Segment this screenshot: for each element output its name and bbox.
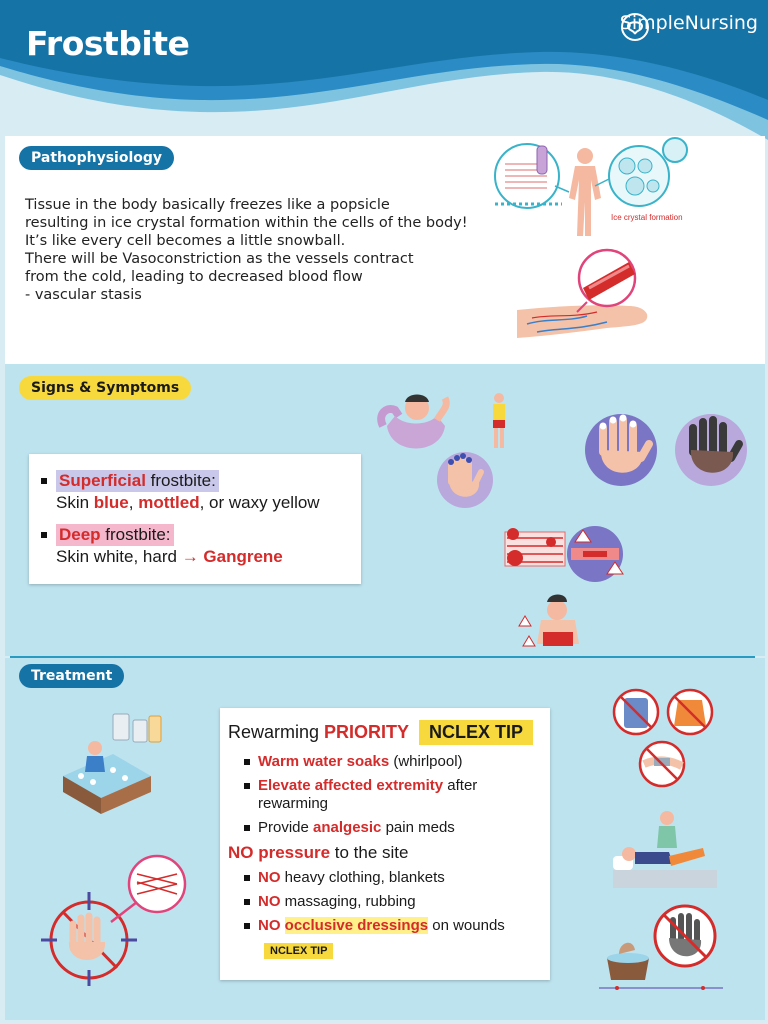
deep-heading: Deep frostbite:	[39, 524, 351, 546]
list-item: NO heavy clothing, blankets	[228, 869, 542, 887]
bullet-icon	[41, 478, 47, 484]
signs-box	[29, 454, 361, 584]
list-item: NO occlusive dressings on wounds	[228, 917, 542, 935]
page-title: Frostbite	[26, 24, 190, 63]
bullet-icon	[244, 923, 250, 929]
arm-vessel-illustration	[517, 248, 652, 346]
nclex-tip-small-badge: NCLEX TIP	[264, 943, 333, 959]
list-item: Warm water soaks (whirlpool)	[228, 753, 542, 771]
cold-person-illustration	[377, 386, 517, 508]
simplenursing-logo-icon	[620, 12, 650, 42]
elevate-extremity-illustration	[609, 808, 721, 890]
signs-symptoms-label: Signs & Symptoms	[19, 376, 191, 400]
no-heavy-clothing-illustration	[608, 688, 720, 788]
patho-line: It’s like every cell becomes a little snowball.	[25, 233, 346, 249]
bullet-icon	[244, 875, 250, 881]
patho-line: - vascular stasis	[25, 287, 142, 303]
bullet-icon	[244, 759, 250, 765]
no-massaging-illustration	[599, 898, 723, 990]
bullet-icon	[244, 783, 250, 789]
rewarming-heading: Rewarming PRIORITY NCLEX TIP	[228, 720, 542, 745]
bullet-icon	[41, 532, 47, 538]
ice-crystal-caption: Ice crystal formation	[611, 213, 683, 222]
signs-symptoms-section	[5, 364, 765, 656]
pathophysiology-label: Pathophysiology	[19, 146, 174, 170]
ice-crystal-body-illustration	[487, 136, 697, 242]
list-item: Provide analgesic pain meds	[228, 819, 542, 837]
patho-line: Tissue in the body basically freezes like a popsicle	[25, 197, 390, 213]
list-item: NO massaging, rubbing	[228, 893, 542, 911]
brand-name: SimpleNursing	[619, 12, 758, 34]
patho-line: from the cold, leading to decreased blood flow	[25, 269, 363, 285]
rewarming-list	[228, 753, 542, 837]
patho-line: There will be Vasoconstriction as the vessels contract	[25, 251, 414, 267]
whirlpool-illustration	[53, 710, 173, 822]
bullet-icon	[244, 899, 250, 905]
brand[interactable]	[620, 12, 758, 34]
no-rubbing-hand-illustration	[41, 854, 191, 986]
superficial-heading: Superficial frostbite:	[39, 470, 351, 492]
deep-description: Skin white, hard → Gangrene	[56, 547, 283, 566]
patho-line: resulting in ice crystal formation within the cells of the body!	[25, 215, 468, 231]
gangrene-illustration	[495, 524, 635, 648]
no-pressure-heading: NO pressure to the site	[228, 843, 409, 862]
nclex-tip-badge: NCLEX TIP	[419, 720, 533, 745]
treatment-label: Treatment	[19, 664, 124, 688]
header-banner	[0, 0, 768, 150]
frostbitten-hands-illustration	[583, 410, 753, 490]
pathophysiology-text	[25, 196, 468, 304]
superficial-description: Skin blue, mottled, or waxy yellow	[56, 493, 320, 512]
treatment-section	[5, 658, 765, 1020]
list-item: Elevate affected extremity after rewarming	[228, 777, 542, 813]
bullet-icon	[244, 825, 250, 831]
pathophysiology-section	[5, 136, 765, 364]
no-list	[228, 869, 542, 935]
treatment-box	[220, 708, 550, 980]
